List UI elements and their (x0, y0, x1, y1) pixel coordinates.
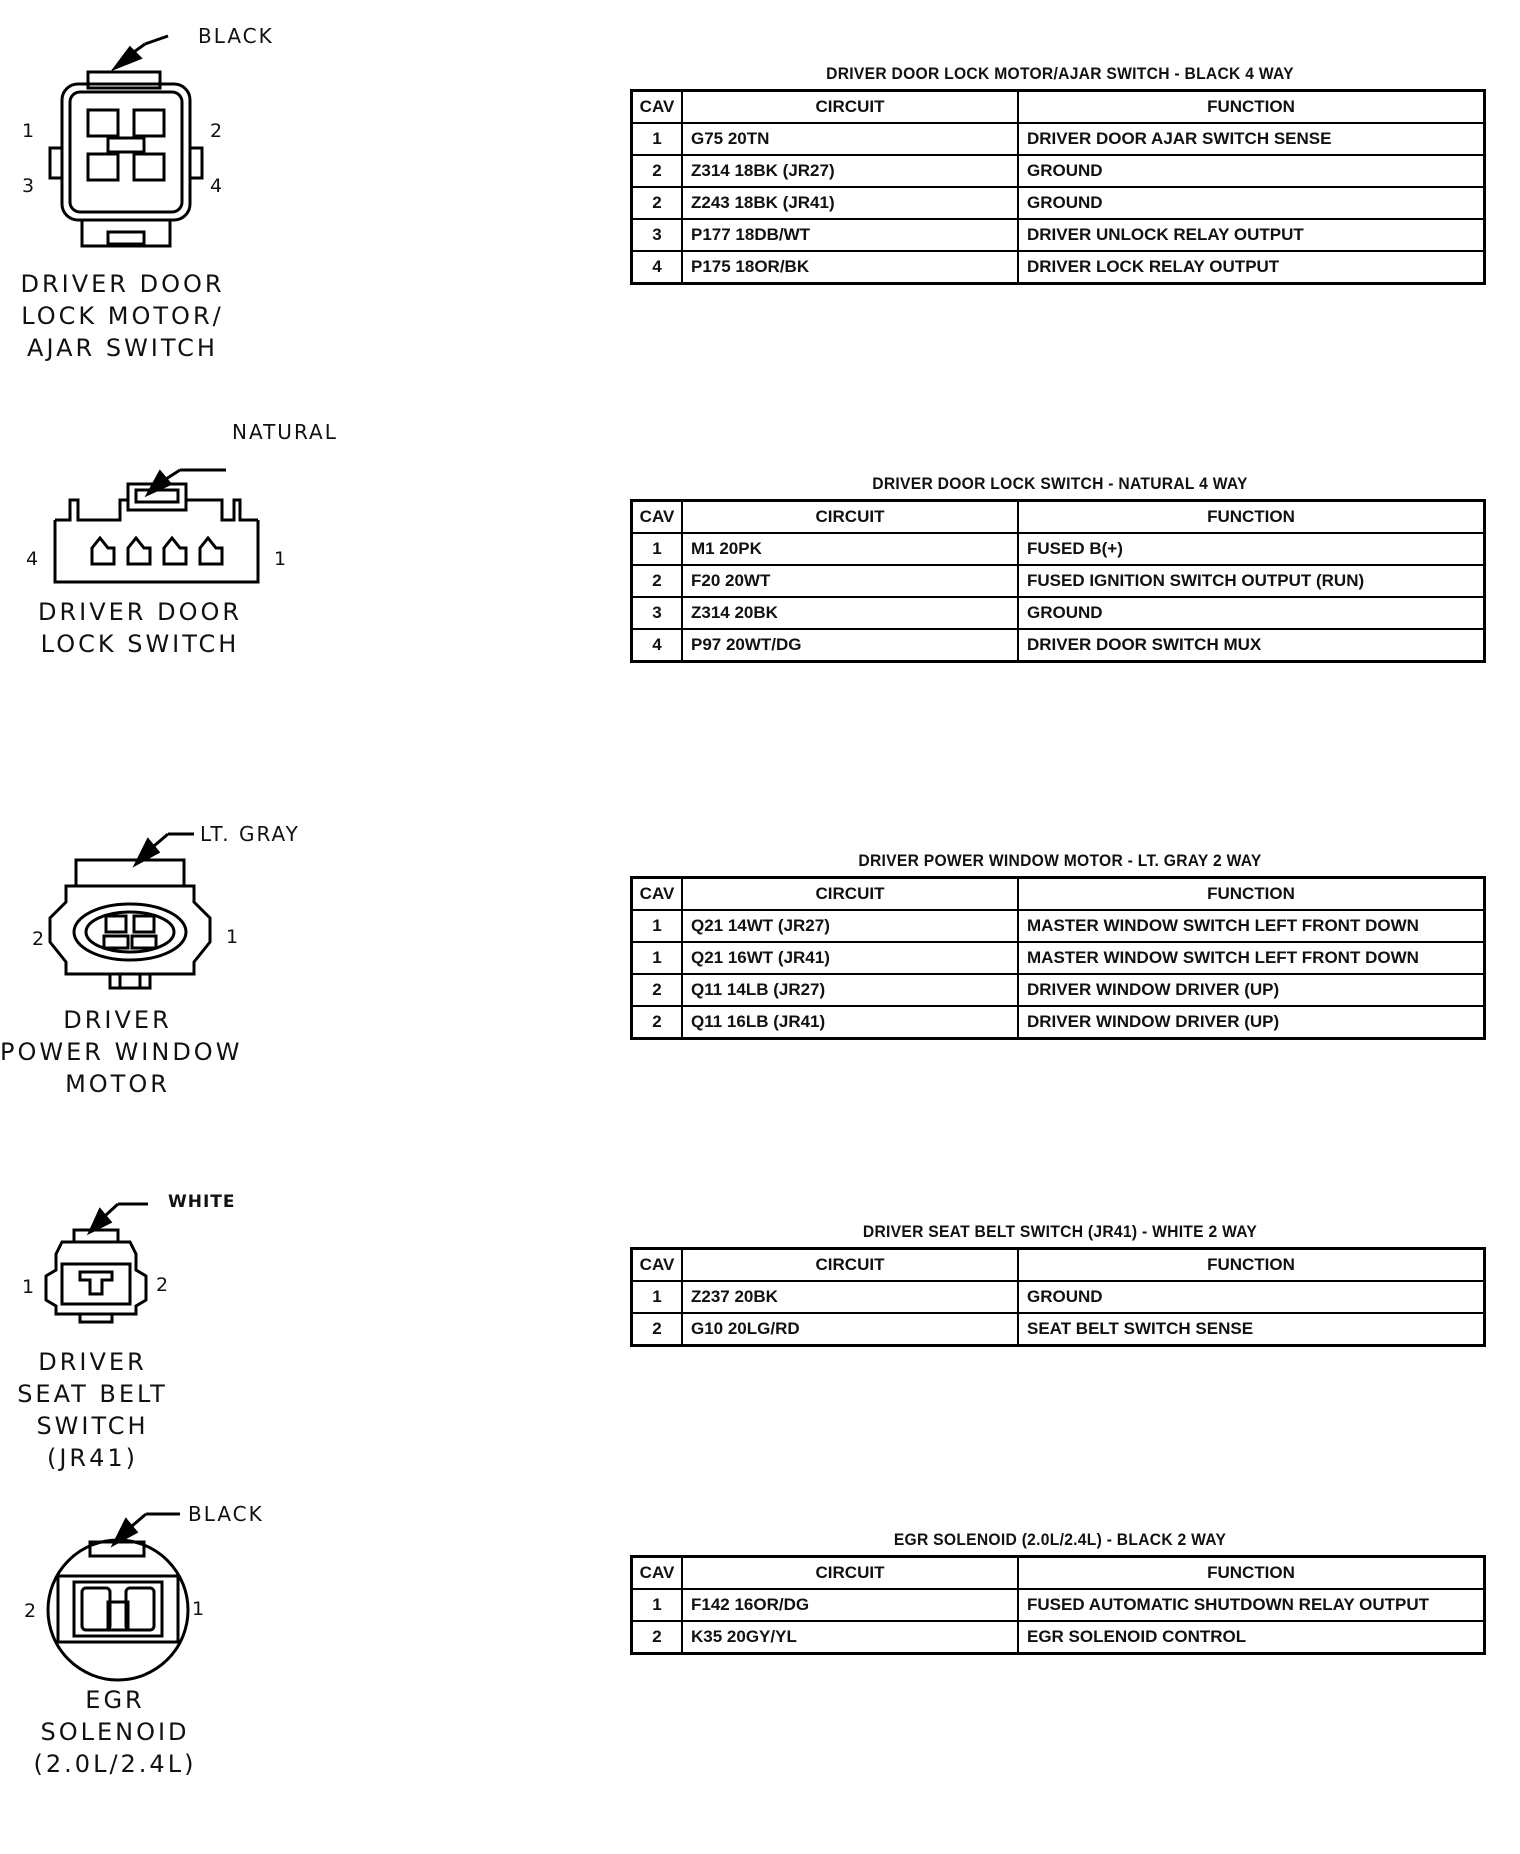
table-row (632, 123, 1485, 155)
circuit-cell: F142 16OR/DG (682, 1589, 1018, 1621)
pin-table-door-lock-motor (630, 89, 1486, 285)
connector-color-label: BLACK (188, 1502, 264, 1526)
connector-color-label: WHITE (168, 1192, 236, 1212)
cav-cell: 4 (632, 251, 683, 284)
function-cell: FUSED IGNITION SWITCH OUTPUT (RUN) (1018, 565, 1485, 597)
header-function: FUNCTION (1018, 878, 1485, 911)
function-cell: GROUND (1018, 597, 1485, 629)
function-cell: MASTER WINDOW SWITCH LEFT FRONT DOWN (1018, 942, 1485, 974)
header-cav: CAV (632, 1249, 683, 1282)
cav-cell: 3 (632, 597, 683, 629)
table-title: DRIVER DOOR LOCK MOTOR/AJAR SWITCH - BLACK 4 WAY (826, 64, 1294, 83)
pin-label: 3 (22, 175, 35, 197)
cav-cell: 2 (632, 1006, 683, 1039)
table-row (632, 187, 1485, 219)
header-function: FUNCTION (1018, 91, 1485, 124)
pin-label: 1 (274, 548, 287, 570)
table-row (632, 1281, 1485, 1313)
function-cell: FUSED B(+) (1018, 533, 1485, 565)
connector-name: DRIVER SEAT BELT SWITCH (JR41) (17, 1348, 168, 1472)
circuit-cell: Q11 14LB (JR27) (682, 974, 1018, 1006)
pin-label: 2 (210, 120, 223, 142)
function-cell: DRIVER DOOR AJAR SWITCH SENSE (1018, 123, 1485, 155)
cav-cell: 1 (632, 910, 683, 942)
connector-name: DRIVER DOOR LOCK SWITCH (37, 598, 243, 658)
pin-table-seat-belt-switch (630, 1247, 1486, 1347)
cav-cell: 1 (632, 1589, 683, 1621)
cav-cell: 1 (632, 123, 683, 155)
circuit-cell: G75 20TN (682, 123, 1018, 155)
function-cell: FUSED AUTOMATIC SHUTDOWN RELAY OUTPUT (1018, 1589, 1485, 1621)
function-cell: GROUND (1018, 187, 1485, 219)
function-cell: DRIVER UNLOCK RELAY OUTPUT (1018, 219, 1485, 251)
circuit-cell: Q11 16LB (JR41) (682, 1006, 1018, 1039)
table-row (632, 251, 1485, 284)
pin-label: 4 (210, 175, 223, 197)
header-function: FUNCTION (1018, 1249, 1485, 1282)
table-row (632, 629, 1485, 662)
table-row (632, 1006, 1485, 1039)
circuit-cell: P177 18DB/WT (682, 219, 1018, 251)
pin-table-egr-solenoid (630, 1555, 1486, 1655)
connector-color-label: BLACK (198, 24, 274, 48)
header-circuit: CIRCUIT (682, 501, 1018, 534)
header-circuit: CIRCUIT (682, 878, 1018, 911)
function-cell: DRIVER WINDOW DRIVER (UP) (1018, 974, 1485, 1006)
header-function: FUNCTION (1018, 501, 1485, 534)
table-title: DRIVER DOOR LOCK SWITCH - NATURAL 4 WAY (872, 474, 1248, 493)
function-cell: SEAT BELT SWITCH SENSE (1018, 1313, 1485, 1346)
header-function: FUNCTION (1018, 1557, 1485, 1590)
table-title: EGR SOLENOID (2.0L/2.4L) - BLACK 2 WAY (893, 1530, 1227, 1549)
cav-cell: 4 (632, 629, 683, 662)
header-cav: CAV (632, 501, 683, 534)
header-circuit: CIRCUIT (682, 1249, 1018, 1282)
circuit-cell: Z237 20BK (682, 1281, 1018, 1313)
circuit-cell: Q21 16WT (JR41) (682, 942, 1018, 974)
table-row (632, 533, 1485, 565)
cav-cell: 1 (632, 942, 683, 974)
pin-label: 4 (26, 548, 39, 570)
cav-cell: 1 (632, 533, 683, 565)
connector-name: DRIVER POWER WINDOW MOTOR (0, 1006, 243, 1098)
cav-cell: 2 (632, 155, 683, 187)
header-cav: CAV (632, 91, 683, 124)
pin-table-power-window-motor (630, 876, 1486, 1040)
function-cell: GROUND (1018, 155, 1485, 187)
pin-label: 2 (32, 928, 45, 950)
pin-label: 1 (22, 120, 35, 142)
function-cell: DRIVER LOCK RELAY OUTPUT (1018, 251, 1485, 284)
function-cell: EGR SOLENOID CONTROL (1018, 1621, 1485, 1654)
pin-label: 2 (24, 1600, 37, 1622)
pin-label: 1 (22, 1276, 35, 1298)
table-title: DRIVER SEAT BELT SWITCH (JR41) - WHITE 2 WAY (862, 1222, 1258, 1241)
circuit-cell: Z243 18BK (JR41) (682, 187, 1018, 219)
connector-name: EGR SOLENOID (2.0L/2.4L) (33, 1686, 197, 1778)
function-cell: GROUND (1018, 1281, 1485, 1313)
connector-color-label: NATURAL (232, 420, 338, 444)
circuit-cell: P175 18OR/BK (682, 251, 1018, 284)
function-cell: MASTER WINDOW SWITCH LEFT FRONT DOWN (1018, 910, 1485, 942)
table-row (632, 597, 1485, 629)
circuit-cell: M1 20PK (682, 533, 1018, 565)
circuit-cell: Z314 18BK (JR27) (682, 155, 1018, 187)
pin-label: 2 (156, 1274, 169, 1296)
cav-cell: 2 (632, 187, 683, 219)
function-cell: DRIVER WINDOW DRIVER (UP) (1018, 1006, 1485, 1039)
circuit-cell: Z314 20BK (682, 597, 1018, 629)
cav-cell: 2 (632, 1621, 683, 1654)
circuit-cell: P97 20WT/DG (682, 629, 1018, 662)
cav-cell: 2 (632, 974, 683, 1006)
header-circuit: CIRCUIT (682, 1557, 1018, 1590)
table-row (632, 942, 1485, 974)
table-row (632, 974, 1485, 1006)
header-cav: CAV (632, 878, 683, 911)
header-cav: CAV (632, 1557, 683, 1590)
table-row (632, 1313, 1485, 1346)
function-cell: DRIVER DOOR SWITCH MUX (1018, 629, 1485, 662)
cav-cell: 2 (632, 565, 683, 597)
connector-color-label: LT. GRAY (200, 822, 300, 846)
table-title: DRIVER POWER WINDOW MOTOR - LT. GRAY 2 WAY (858, 851, 1262, 870)
cav-cell: 1 (632, 1281, 683, 1313)
circuit-cell: F20 20WT (682, 565, 1018, 597)
table-row (632, 1621, 1485, 1654)
pin-label: 1 (226, 926, 239, 948)
circuit-cell: Q21 14WT (JR27) (682, 910, 1018, 942)
cav-cell: 2 (632, 1313, 683, 1346)
table-row (632, 219, 1485, 251)
pin-table-door-lock-switch (630, 499, 1486, 663)
table-row (632, 1589, 1485, 1621)
header-circuit: CIRCUIT (682, 91, 1018, 124)
table-row (632, 155, 1485, 187)
table-row (632, 565, 1485, 597)
circuit-cell: G10 20LG/RD (682, 1313, 1018, 1346)
connector-name: DRIVER DOOR LOCK MOTOR/ AJAR SWITCH (20, 270, 225, 362)
pin-label: 1 (192, 1598, 205, 1620)
cav-cell: 3 (632, 219, 683, 251)
circuit-cell: K35 20GY/YL (682, 1621, 1018, 1654)
table-row (632, 910, 1485, 942)
